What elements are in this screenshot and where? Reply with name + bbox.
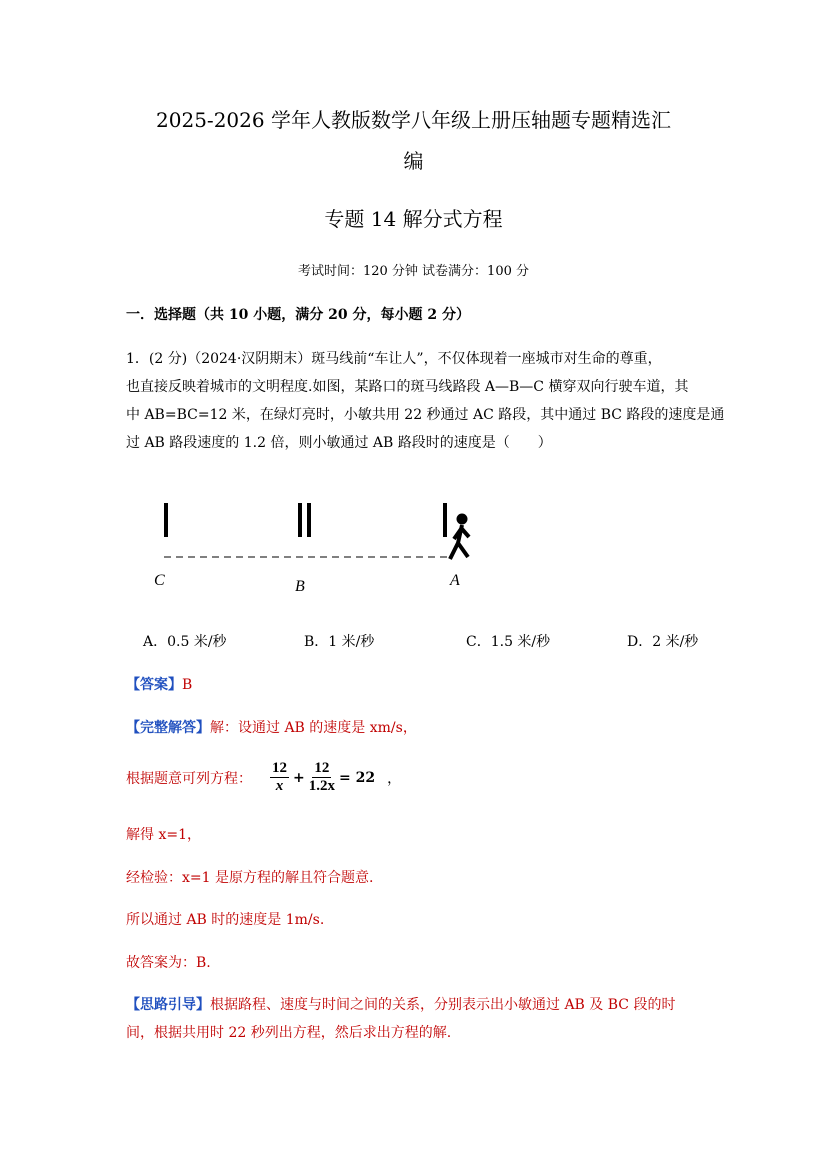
doc-title-line2: 编 [403, 149, 424, 173]
exam-info: 考试时间：120 分钟 试卷满分：100 分 [297, 264, 530, 279]
answer-value: B [182, 677, 193, 693]
question-line: 中 AB=BC=12 米，在绿灯亮时，小敏共用 22 秒通过 AC 路段，其中通过 BC 路段的速度是通 [126, 407, 725, 423]
point-b-label: B [295, 578, 305, 595]
option-b[interactable]: B．1 米/秒 [304, 634, 375, 650]
question-line: 也直接反映着城市的文明程度.如图，某路口的斑马线路段 A—B—C 横穿双向行驶车道，其 [126, 379, 689, 395]
question-line: 1．(2 分)（2024·汉阴期末）斑马线前“车让人”，不仅体现着一座城市对生命的尊重， [126, 351, 662, 367]
solution-line: 解得 x=1， [126, 827, 201, 843]
section-heading: 一．选择题（共 10 小题，满分 20 分，每小题 2 分） [126, 307, 470, 323]
doc-subtitle: 专题 14 解分式方程 [324, 207, 503, 231]
point-a-label: A [450, 572, 460, 589]
option-a[interactable]: A．0.5 米/秒 [143, 634, 227, 650]
hint-line2: 间，根据共用时 22 秒列出方程，然后求出方程的解. [126, 1025, 452, 1041]
equation-line [126, 760, 401, 795]
fraction-2: $\frac{12}{1.2x}$ [308, 760, 335, 794]
plus-sign: + [293, 769, 305, 786]
option-c[interactable]: C．1.5 米/秒 [466, 634, 551, 650]
hint-label: 【思路引导】 [126, 997, 210, 1013]
hint-line1: 根据路程、速度与时间之间的关系，分别表示出小敏通过 AB 及 BC 段的时 [210, 997, 676, 1013]
answer-label: 【答案】 [126, 677, 182, 693]
point-c-label: C [154, 572, 165, 589]
pedestrian-icon [450, 514, 469, 559]
equation-prefix: 根据题意可列方程： [126, 770, 252, 787]
fraction-1: $\frac{12}{x}$ [272, 760, 287, 794]
equation-suffix: ， [387, 770, 402, 787]
option-d[interactable]: D．2 米/秒 [627, 634, 699, 650]
solution-line: 所以通过 AB 时的速度是 1m/s. [126, 912, 325, 928]
doc-title-line1: 2025-2026 学年人教版数学八年级上册压轴题专题精选汇 [156, 108, 671, 132]
question-line: 过 AB 路段速度的 1.2 倍，则小敏通过 AB 路段时的速度是（ ） [126, 435, 552, 451]
solution-line: 经检验：x=1 是原方程的解且符合题意. [126, 870, 374, 886]
equation-rhs: = 22 [338, 769, 376, 786]
solution-intro: 解：设通过 AB 的速度是 xm/s， [210, 720, 417, 736]
solution-label: 【完整解答】 [126, 720, 210, 736]
crosswalk-figure [150, 495, 490, 595]
solution-line: 故答案为：B. [126, 955, 211, 971]
